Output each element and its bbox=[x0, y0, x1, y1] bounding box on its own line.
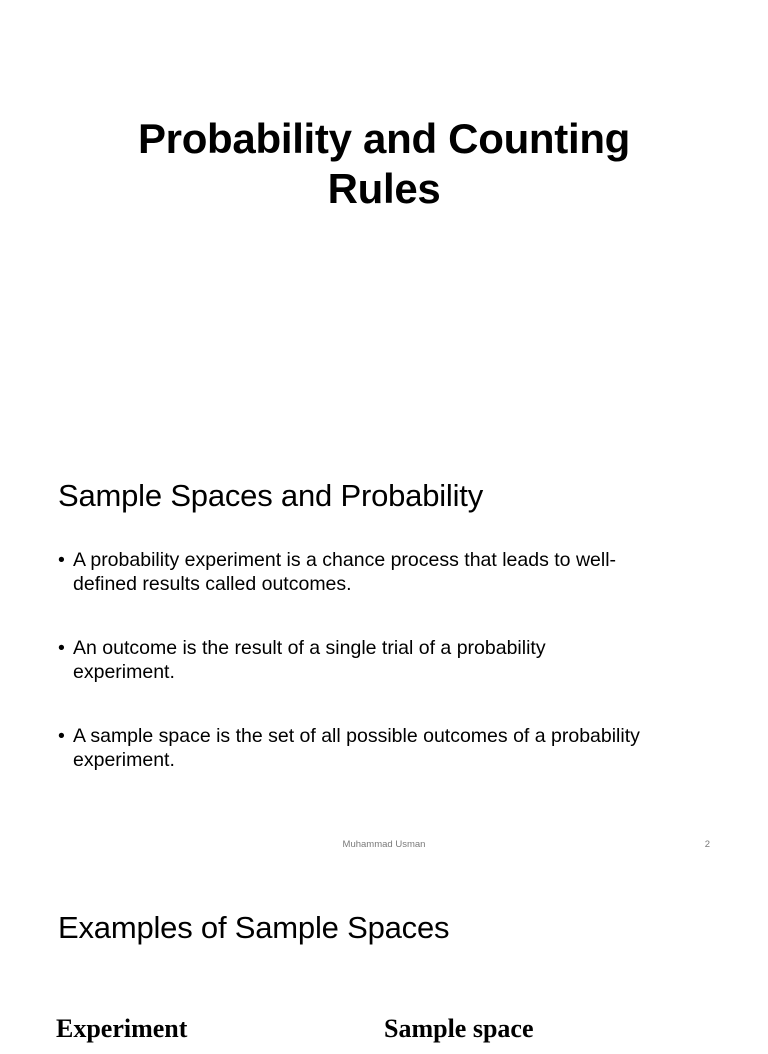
bullet-text-line-2: experiment. bbox=[73, 749, 175, 771]
presentation-title bbox=[84, 114, 684, 214]
examples-slide bbox=[0, 864, 768, 1043]
bullet-text-line-1: A probability experiment is a chance process that leads to well- bbox=[73, 549, 617, 571]
bullet-item bbox=[58, 636, 718, 684]
column-header-experiment: Experiment bbox=[56, 1014, 188, 1043]
bullet-list bbox=[58, 548, 718, 812]
footer-author: Muhammad Usman bbox=[342, 839, 426, 850]
bullet-marker: • bbox=[58, 549, 65, 571]
bullet-marker: • bbox=[58, 725, 65, 747]
bullet-text-line-1: A sample space is the set of all possible outcomes of a probability bbox=[73, 725, 640, 747]
bullet-item bbox=[58, 548, 718, 596]
bullet-item bbox=[58, 724, 718, 772]
title-line-2: Rules bbox=[327, 165, 441, 212]
page-number: 2 bbox=[704, 839, 710, 850]
bullet-text-line-2: experiment. bbox=[73, 661, 175, 683]
table-header-row bbox=[56, 1014, 716, 1054]
bullet-marker: • bbox=[58, 637, 65, 659]
sample-spaces-slide bbox=[0, 432, 768, 864]
column-header-sample-space: Sample space bbox=[384, 1014, 534, 1043]
slide-heading: Examples of Sample Spaces bbox=[58, 910, 450, 945]
bullet-text-line-1: An outcome is the result of a single trial of a probability bbox=[73, 637, 546, 659]
title-slide bbox=[0, 0, 768, 432]
title-line-1: Probability and Counting bbox=[137, 115, 631, 162]
slide-heading: Sample Spaces and Probability bbox=[58, 478, 484, 513]
bullet-text-line-2: defined results called outcomes. bbox=[73, 573, 352, 595]
